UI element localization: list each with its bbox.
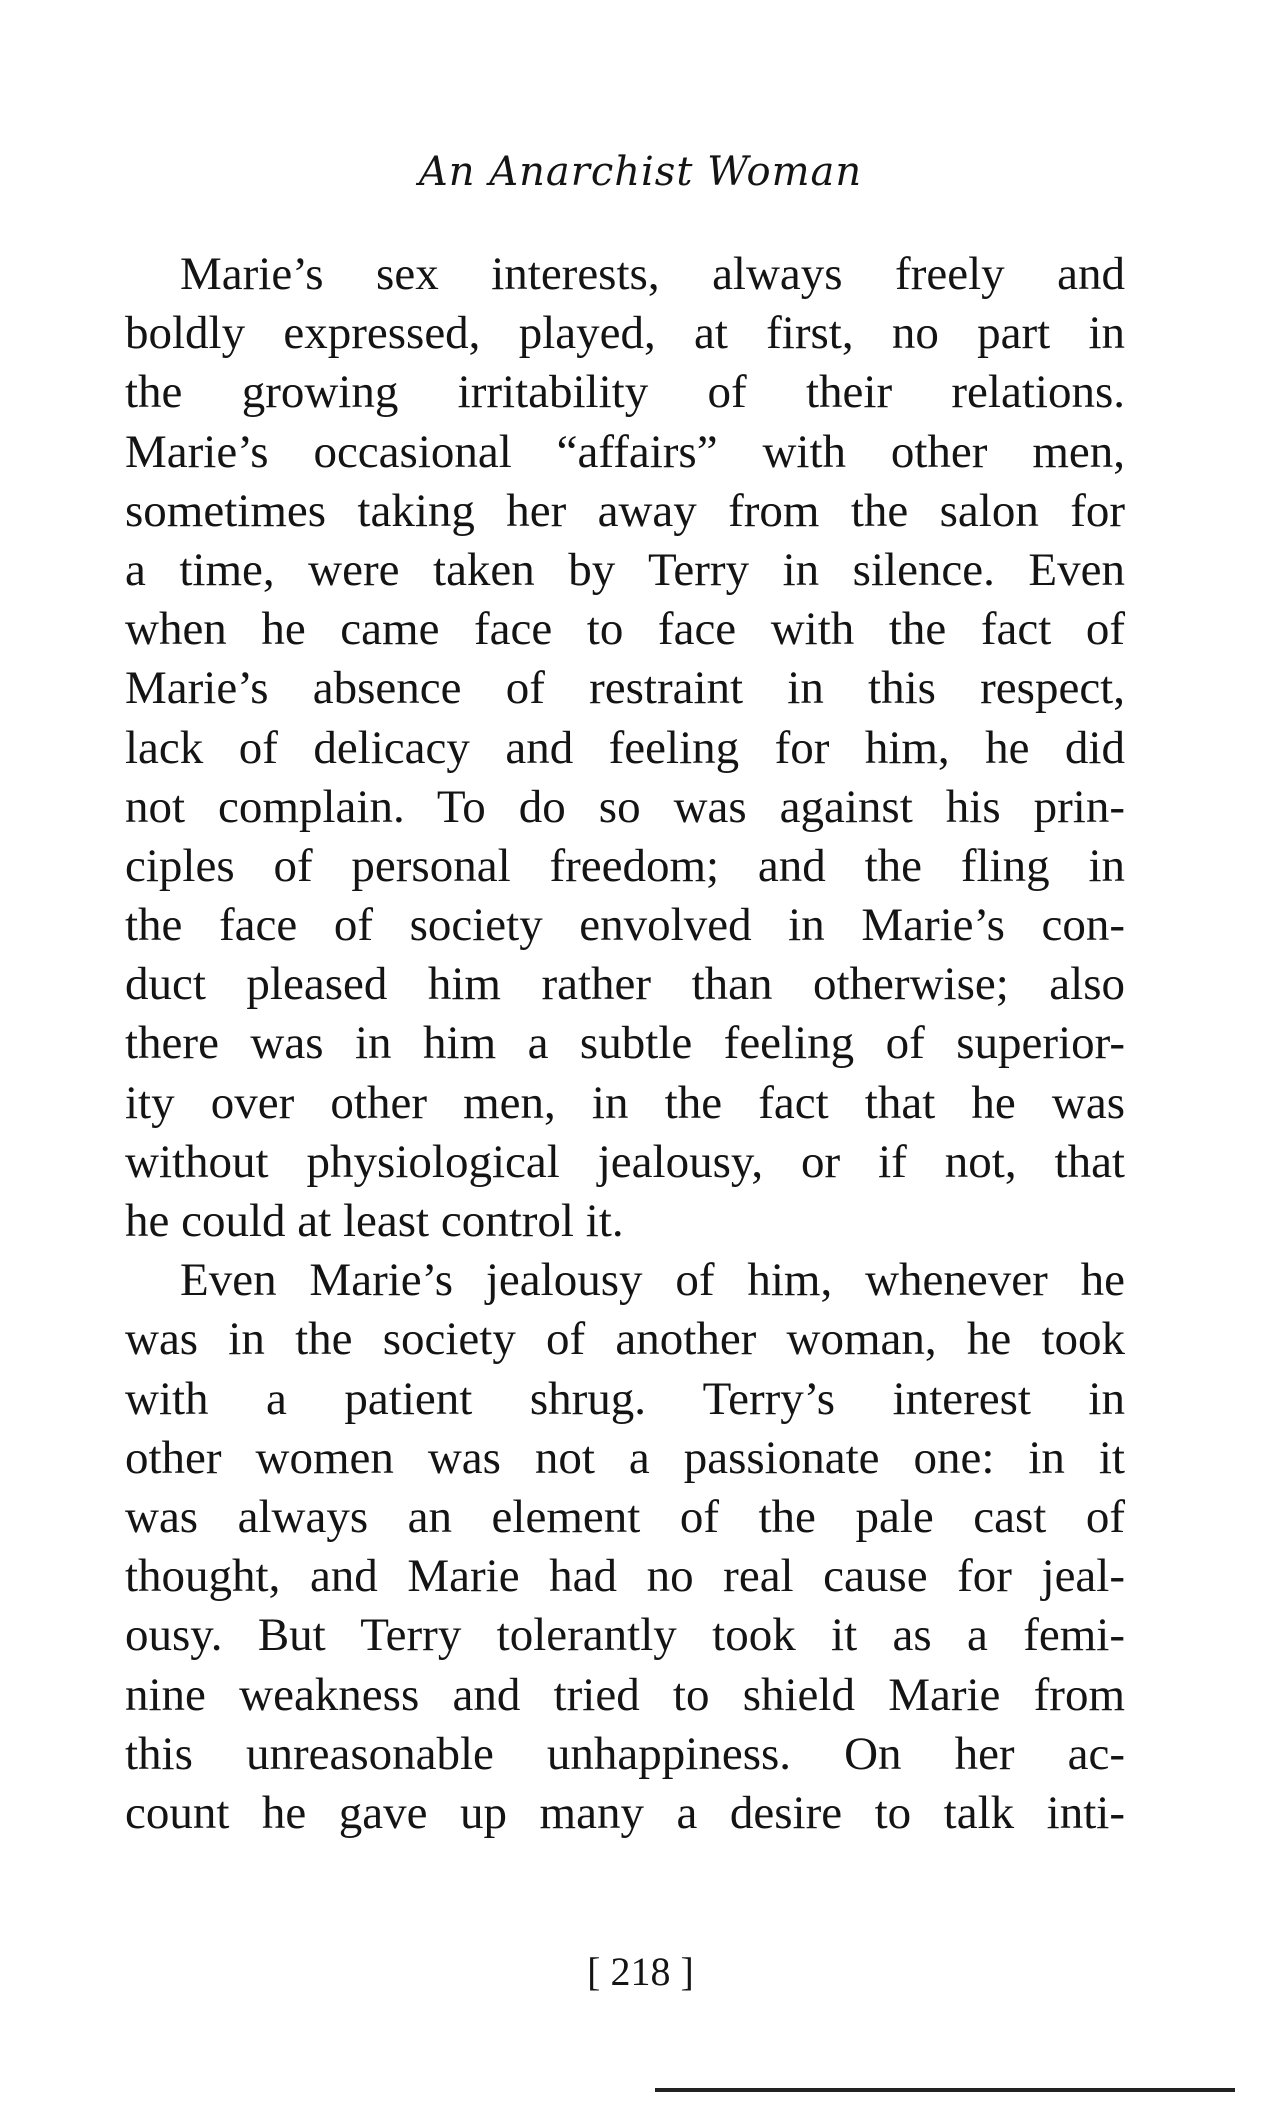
text-line: the growing irritability of their relations.: [125, 366, 1125, 419]
text-line: duct pleased him rather than otherwise; also: [125, 958, 1125, 1011]
text-line: Marie’s absence of restraint in this respect,: [125, 662, 1125, 715]
running-head: An Anarchist Woman: [418, 149, 863, 195]
text-line: a time, were taken by Terry in silence. Even: [125, 543, 1125, 596]
text-line: other women was not a passionate one: in it: [125, 1431, 1125, 1484]
text-line: lack of delicacy and feeling for him, he did: [125, 721, 1125, 774]
text-line: he could at least control it.: [125, 1195, 624, 1247]
text-line: this unreasonable unhappiness. On her ac-: [125, 1727, 1125, 1780]
body-text: [125, 245, 1125, 1843]
bottom-rule: [655, 2088, 1235, 2092]
text-line: ity over other men, in the fact that he was: [125, 1076, 1125, 1129]
page-number: [ 218 ]: [587, 1949, 694, 1994]
text-line: ciples of personal freedom; and the fling in: [125, 839, 1125, 892]
text-line: without physiological jealousy, or if not, that: [125, 1135, 1125, 1188]
text-line: sometimes taking her away from the salon for: [125, 484, 1125, 537]
text-line: with a patient shrug. Terry’s interest in: [125, 1372, 1125, 1425]
paragraph-1: [125, 245, 1125, 1251]
text-line: thought, and Marie had no real cause for jeal-: [125, 1550, 1125, 1603]
text-line: boldly expressed, played, at first, no part in: [125, 307, 1125, 360]
text-line: was in the society of another woman, he took: [125, 1313, 1125, 1366]
text-line: there was in him a subtle feeling of superior-: [125, 1017, 1125, 1070]
text-line: nine weakness and tried to shield Marie from: [125, 1668, 1125, 1721]
text-line: not complain. To do so was against his prin-: [125, 780, 1125, 833]
text-line: ousy. But Terry tolerantly took it as a femi-: [125, 1609, 1125, 1662]
text-line: Even Marie’s jealousy of him, whenever he: [180, 1254, 1125, 1307]
text-line: count he gave up many a desire to talk inti-: [125, 1786, 1125, 1839]
paragraph-2: [125, 1251, 1125, 1843]
text-line: was always an element of the pale cast of: [125, 1490, 1125, 1543]
text-line: Marie’s occasional “affairs” with other men,: [125, 425, 1125, 478]
text-line: Marie’s sex interests, always freely and: [180, 248, 1125, 300]
text-line: when he came face to face with the fact of: [125, 603, 1125, 656]
text-line: the face of society envolved in Marie’s con-: [125, 899, 1125, 952]
